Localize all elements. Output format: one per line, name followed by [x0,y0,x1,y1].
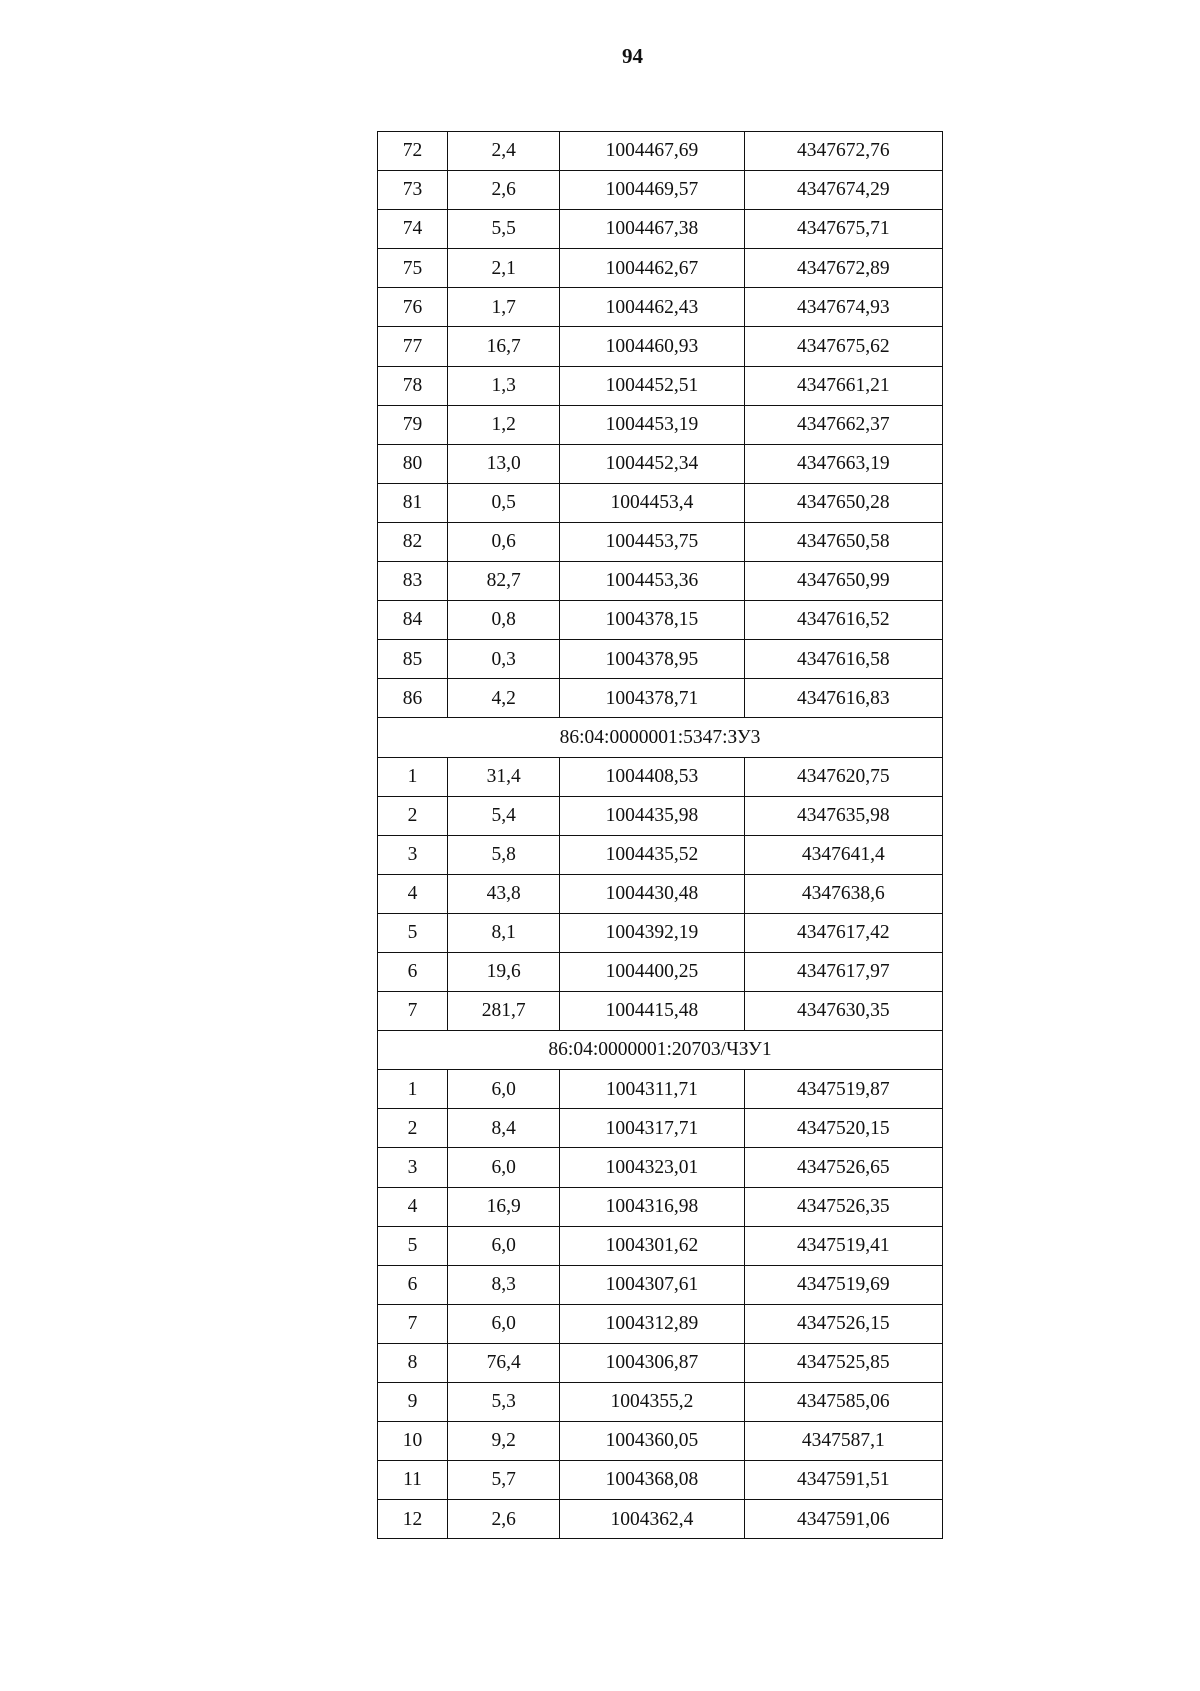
x-coordinate-cell: 1004467,69 [560,132,744,171]
table-row [378,1148,943,1187]
point-number-cell: 5 [378,913,448,952]
point-number-cell: 4 [378,1187,448,1226]
y-coordinate-cell: 4347638,6 [744,874,942,913]
point-number-cell: 5 [378,1226,448,1265]
point-number-cell: 1 [378,757,448,796]
point-number-cell: 6 [378,952,448,991]
x-coordinate-cell: 1004462,67 [560,249,744,288]
point-number-cell: 82 [378,522,448,561]
y-coordinate-cell: 4347630,35 [744,992,942,1031]
distance-cell: 9,2 [448,1422,560,1461]
x-coordinate-cell: 1004452,51 [560,366,744,405]
table-row [378,1265,943,1304]
y-coordinate-cell: 4347650,28 [744,483,942,522]
x-coordinate-cell: 1004378,95 [560,640,744,679]
point-number-cell: 81 [378,483,448,522]
x-coordinate-cell: 1004362,4 [560,1500,744,1539]
distance-cell: 5,4 [448,796,560,835]
point-number-cell: 12 [378,1500,448,1539]
point-number-cell: 73 [378,171,448,210]
distance-cell: 82,7 [448,562,560,601]
distance-cell: 1,2 [448,405,560,444]
section-header-row [378,1031,943,1070]
point-number-cell: 86 [378,679,448,718]
distance-cell: 5,7 [448,1461,560,1500]
distance-cell: 2,6 [448,1500,560,1539]
point-number-cell: 2 [378,796,448,835]
distance-cell: 0,6 [448,522,560,561]
table-row [378,913,943,952]
y-coordinate-cell: 4347519,87 [744,1070,942,1109]
point-number-cell: 2 [378,1109,448,1148]
x-coordinate-cell: 1004355,2 [560,1383,744,1422]
point-number-cell: 79 [378,405,448,444]
table-row [378,522,943,561]
distance-cell: 4,2 [448,679,560,718]
x-coordinate-cell: 1004462,43 [560,288,744,327]
x-coordinate-cell: 1004460,93 [560,327,744,366]
y-coordinate-cell: 4347616,58 [744,640,942,679]
table-row [378,483,943,522]
table-row [378,1070,943,1109]
table-row [378,1226,943,1265]
y-coordinate-cell: 4347617,42 [744,913,942,952]
distance-cell: 16,9 [448,1187,560,1226]
table-row [378,444,943,483]
table-row [378,952,943,991]
x-coordinate-cell: 1004323,01 [560,1148,744,1187]
table-row [378,1187,943,1226]
point-number-cell: 72 [378,132,448,171]
distance-cell: 16,7 [448,327,560,366]
x-coordinate-cell: 1004311,71 [560,1070,744,1109]
y-coordinate-cell: 4347674,29 [744,171,942,210]
x-coordinate-cell: 1004360,05 [560,1422,744,1461]
distance-cell: 8,3 [448,1265,560,1304]
x-coordinate-cell: 1004435,98 [560,796,744,835]
distance-cell: 8,1 [448,913,560,952]
table-row [378,288,943,327]
table-row [378,405,943,444]
x-coordinate-cell: 1004301,62 [560,1226,744,1265]
y-coordinate-cell: 4347519,69 [744,1265,942,1304]
y-coordinate-cell: 4347587,1 [744,1422,942,1461]
section-title: 86:04:0000001:20703/ЧЗУ1 [378,1031,943,1070]
distance-cell: 1,3 [448,366,560,405]
x-coordinate-cell: 1004467,38 [560,210,744,249]
point-number-cell: 84 [378,601,448,640]
x-coordinate-cell: 1004312,89 [560,1304,744,1343]
point-number-cell: 80 [378,444,448,483]
section-title: 86:04:0000001:5347:ЗУ3 [378,718,943,757]
table-row [378,366,943,405]
y-coordinate-cell: 4347662,37 [744,405,942,444]
table-row [378,679,943,718]
y-coordinate-cell: 4347617,97 [744,952,942,991]
point-number-cell: 77 [378,327,448,366]
x-coordinate-cell: 1004392,19 [560,913,744,952]
y-coordinate-cell: 4347641,4 [744,835,942,874]
distance-cell: 19,6 [448,952,560,991]
distance-cell: 2,6 [448,171,560,210]
y-coordinate-cell: 4347525,85 [744,1343,942,1382]
point-number-cell: 83 [378,562,448,601]
x-coordinate-cell: 1004415,48 [560,992,744,1031]
table-row [378,171,943,210]
coordinates-table-body [378,132,943,1539]
table-row [378,1461,943,1500]
distance-cell: 0,8 [448,601,560,640]
point-number-cell: 78 [378,366,448,405]
x-coordinate-cell: 1004368,08 [560,1461,744,1500]
y-coordinate-cell: 4347672,76 [744,132,942,171]
point-number-cell: 3 [378,835,448,874]
y-coordinate-cell: 4347520,15 [744,1109,942,1148]
x-coordinate-cell: 1004453,19 [560,405,744,444]
point-number-cell: 9 [378,1383,448,1422]
x-coordinate-cell: 1004400,25 [560,952,744,991]
table-row [378,1422,943,1461]
point-number-cell: 76 [378,288,448,327]
section-header-row [378,718,943,757]
x-coordinate-cell: 1004316,98 [560,1187,744,1226]
y-coordinate-cell: 4347519,41 [744,1226,942,1265]
y-coordinate-cell: 4347616,52 [744,601,942,640]
distance-cell: 8,4 [448,1109,560,1148]
distance-cell: 2,1 [448,249,560,288]
table-row [378,132,943,171]
y-coordinate-cell: 4347663,19 [744,444,942,483]
distance-cell: 5,5 [448,210,560,249]
point-number-cell: 11 [378,1461,448,1500]
table-row [378,1500,943,1539]
table-row [378,757,943,796]
y-coordinate-cell: 4347591,06 [744,1500,942,1539]
distance-cell: 1,7 [448,288,560,327]
y-coordinate-cell: 4347585,06 [744,1383,942,1422]
x-coordinate-cell: 1004452,34 [560,444,744,483]
distance-cell: 6,0 [448,1304,560,1343]
x-coordinate-cell: 1004453,75 [560,522,744,561]
y-coordinate-cell: 4347675,71 [744,210,942,249]
table-row [378,1383,943,1422]
y-coordinate-cell: 4347526,35 [744,1187,942,1226]
x-coordinate-cell: 1004430,48 [560,874,744,913]
distance-cell: 13,0 [448,444,560,483]
distance-cell: 0,5 [448,483,560,522]
distance-cell: 76,4 [448,1343,560,1382]
table-row [378,874,943,913]
table-row [378,1304,943,1343]
distance-cell: 6,0 [448,1148,560,1187]
table-row [378,640,943,679]
point-number-cell: 74 [378,210,448,249]
x-coordinate-cell: 1004469,57 [560,171,744,210]
point-number-cell: 10 [378,1422,448,1461]
y-coordinate-cell: 4347672,89 [744,249,942,288]
y-coordinate-cell: 4347674,93 [744,288,942,327]
distance-cell: 6,0 [448,1070,560,1109]
table-row [378,796,943,835]
point-number-cell: 8 [378,1343,448,1382]
x-coordinate-cell: 1004378,71 [560,679,744,718]
y-coordinate-cell: 4347635,98 [744,796,942,835]
point-number-cell: 6 [378,1265,448,1304]
x-coordinate-cell: 1004307,61 [560,1265,744,1304]
x-coordinate-cell: 1004435,52 [560,835,744,874]
y-coordinate-cell: 4347526,65 [744,1148,942,1187]
point-number-cell: 3 [378,1148,448,1187]
x-coordinate-cell: 1004306,87 [560,1343,744,1382]
y-coordinate-cell: 4347650,99 [744,562,942,601]
x-coordinate-cell: 1004453,4 [560,483,744,522]
distance-cell: 2,4 [448,132,560,171]
distance-cell: 31,4 [448,757,560,796]
point-number-cell: 4 [378,874,448,913]
table-row [378,835,943,874]
y-coordinate-cell: 4347675,62 [744,327,942,366]
x-coordinate-cell: 1004453,36 [560,562,744,601]
table-row [378,562,943,601]
y-coordinate-cell: 4347616,83 [744,679,942,718]
point-number-cell: 1 [378,1070,448,1109]
x-coordinate-cell: 1004378,15 [560,601,744,640]
table-row [378,210,943,249]
table-row [378,1109,943,1148]
distance-cell: 0,3 [448,640,560,679]
table-row [378,992,943,1031]
table-row [378,601,943,640]
distance-cell: 6,0 [448,1226,560,1265]
distance-cell: 43,8 [448,874,560,913]
table-row [378,249,943,288]
table-row [378,327,943,366]
distance-cell: 281,7 [448,992,560,1031]
point-number-cell: 7 [378,1304,448,1343]
y-coordinate-cell: 4347620,75 [744,757,942,796]
distance-cell: 5,8 [448,835,560,874]
point-number-cell: 7 [378,992,448,1031]
point-number-cell: 85 [378,640,448,679]
x-coordinate-cell: 1004408,53 [560,757,744,796]
page-number: 94 [622,44,643,68]
y-coordinate-cell: 4347650,58 [744,522,942,561]
distance-cell: 5,3 [448,1383,560,1422]
x-coordinate-cell: 1004317,71 [560,1109,744,1148]
point-number-cell: 75 [378,249,448,288]
table-row [378,1343,943,1382]
y-coordinate-cell: 4347591,51 [744,1461,942,1500]
coordinates-table [377,131,943,1539]
y-coordinate-cell: 4347661,21 [744,366,942,405]
y-coordinate-cell: 4347526,15 [744,1304,942,1343]
